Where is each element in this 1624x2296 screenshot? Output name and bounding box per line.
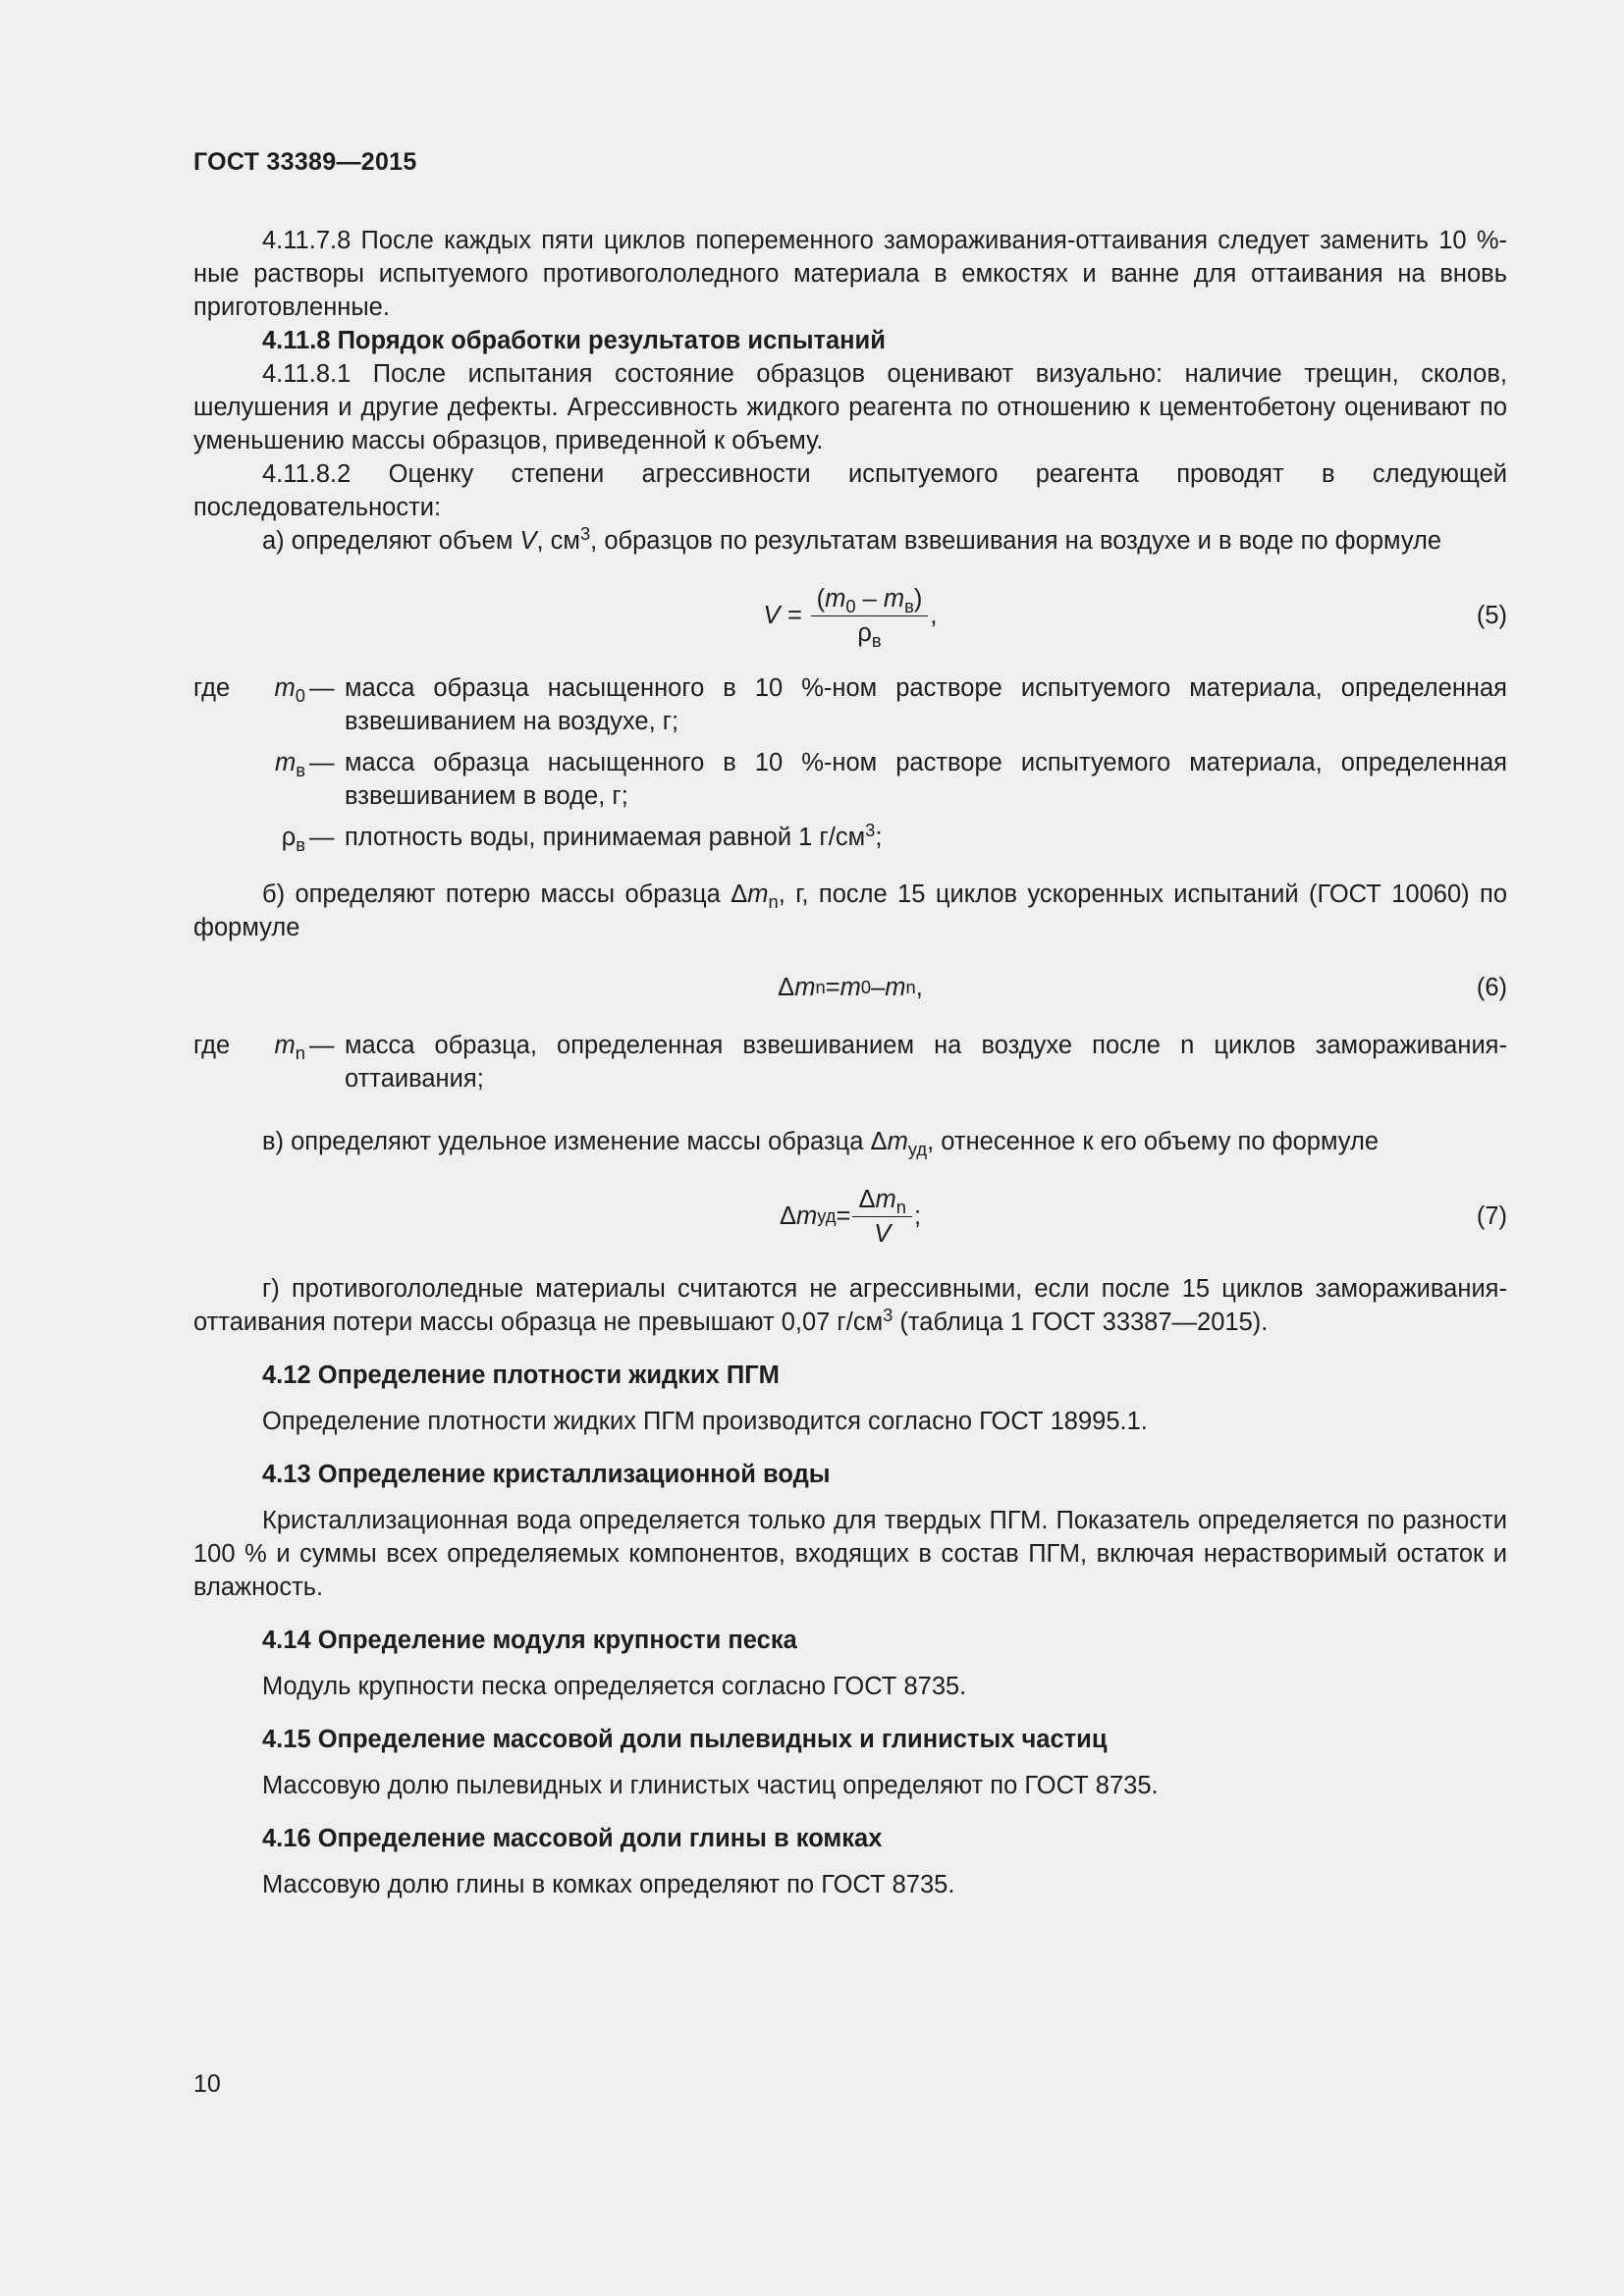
text-4-14: Модуль крупности песка определяется согласно ГОСТ 8735. bbox=[262, 1673, 967, 1700]
where-word: где bbox=[193, 1032, 231, 1059]
formula-7-den: V bbox=[874, 1219, 892, 1248]
delta-symbol: Δ bbox=[858, 1185, 876, 1213]
sub: 0 bbox=[295, 685, 305, 706]
step-a-post: , образцов по результатам взвешивания на воздухе и в воде по формуле bbox=[590, 527, 1442, 555]
formula-6-m: m bbox=[794, 974, 816, 1001]
formula-5-mv-sub: в bbox=[904, 595, 914, 616]
sup: 3 bbox=[883, 1305, 893, 1325]
text-4-16: Массовую долю глины в комках определяют по ГОСТ 8735. bbox=[262, 1871, 955, 1898]
step-a-var: V bbox=[519, 527, 537, 555]
where-list-1 bbox=[193, 671, 1507, 862]
paragraph-4-11-8-2: 4.11.8.2 Оценку степени агрессивности испытуемого реагента проводят в следующей последовательности: bbox=[193, 460, 1507, 521]
where-dash: — bbox=[309, 1032, 335, 1059]
formula-6: Δ m n = m 0 – m n , (6) bbox=[193, 958, 1507, 1017]
document-body bbox=[193, 224, 1507, 1901]
where-definition: масса образца насыщенного в 10 %-ном растворе испытуемого материала, определенная взвешиванием на воздухе, г; bbox=[345, 674, 1507, 735]
text-4-12: Определение плотности жидких ПГМ производится согласно ГОСТ 18995.1. bbox=[262, 1408, 1148, 1435]
formula-5-minus: – bbox=[855, 584, 884, 613]
step-a-pre: а) определяют объем bbox=[262, 527, 520, 555]
step-v-m: m bbox=[887, 1128, 908, 1155]
sub: n bbox=[295, 1042, 305, 1063]
document-code: ГОСТ 33389—2015 bbox=[193, 148, 417, 176]
formula-6-tail: , bbox=[915, 974, 923, 1001]
step-v-sub: уд bbox=[907, 1139, 928, 1159]
heading-4-12: 4.12 Определение плотности жидких ПГМ bbox=[262, 1362, 780, 1389]
paren-close: ) bbox=[913, 584, 923, 613]
formula-5-mv: m bbox=[883, 584, 905, 613]
formula-7-m: m bbox=[795, 1202, 818, 1230]
formula-5-lhs: V = bbox=[763, 602, 802, 629]
step-b-post: , г, после 15 циклов ускоренных испытаний (ГОСТ 10060) по формуле bbox=[193, 881, 1508, 941]
formula-7-num-m: m bbox=[875, 1185, 896, 1213]
delta-symbol: Δ bbox=[731, 881, 748, 908]
formula-7: Δ m уд = $\frac{\Delta m_n}{V}$ ; (7) bbox=[779, 1185, 1507, 1248]
sup: 3 bbox=[865, 820, 876, 840]
where-symbol: $m_0$ bbox=[274, 674, 305, 706]
formula-7-fraction bbox=[852, 1185, 912, 1249]
page-number: 10 bbox=[193, 2070, 221, 2098]
delta-symbol: Δ bbox=[779, 1202, 796, 1230]
where-dash: — bbox=[309, 824, 335, 851]
formula-5-rho-sub: в bbox=[871, 629, 882, 651]
step-b-m: m bbox=[747, 881, 769, 908]
paren-open: ( bbox=[816, 584, 826, 613]
where-dash: — bbox=[309, 749, 335, 776]
heading-4-16: 4.16 Определение массовой доли глины в комках bbox=[262, 1825, 883, 1852]
formula-7-number: (7) bbox=[1476, 1202, 1507, 1230]
formula-5-number: (5) bbox=[1476, 602, 1507, 629]
formula-6-number: (6) bbox=[1476, 974, 1507, 1001]
step-v-pre: в) определяют удельное изменение массы образца bbox=[262, 1128, 871, 1155]
where-dash: — bbox=[309, 674, 335, 702]
heading-4-13: 4.13 Определение кристаллизационной воды bbox=[262, 1461, 831, 1488]
sub: в bbox=[296, 760, 305, 780]
step-v-post: , отнесенное к его объему по формуле bbox=[927, 1128, 1380, 1155]
paragraph-4-11-7-8: 4.11.7.8 После каждых пяти циклов попеременного замораживания-оттаивания следует заменить 10 %-ные растворы испытуемого противогололедного материала в емкостях и ванне для оттаивания на вновь приготовленные. bbox=[193, 227, 1507, 321]
formula-5-m0-sub: 0 bbox=[845, 595, 856, 616]
where-definition: масса образца насыщенного в 10 %-ном растворе испытуемого материала, определенная взвешиванием в воде, г; bbox=[345, 749, 1507, 810]
paragraph-4-11-8-1: 4.11.8.1 После испытания состояние образцов оценивают визуально: наличие трещин, сколов, шелушения и другие дефекты. Агрессивность жидкого реагента по отношению к цементобетону оценивают по уменьшению массы образцов, приведенной к объему. bbox=[193, 360, 1507, 454]
formula-7-tail: ; bbox=[913, 1202, 922, 1230]
where-definition: плотность воды, принимаемая равной 1 $г/см^3$; bbox=[345, 820, 883, 851]
minus: – bbox=[871, 974, 886, 1001]
delta-symbol: Δ bbox=[778, 974, 795, 1001]
formula-5-m0: m bbox=[825, 584, 846, 613]
step-g-pre: г) противогололедные материалы считаются не агрессивными, если после 15 циклов замораживания-оттаивания потери массы образца не превышают 0,07 г/см bbox=[193, 1275, 1507, 1336]
equals: = bbox=[836, 1202, 851, 1230]
formula-5-tail: , bbox=[930, 602, 938, 629]
where-definition: масса образца, определенная взвешиванием на воздухе после n циклов замораживания-оттаивания; bbox=[345, 1032, 1507, 1093]
formula-5-rho: ρ bbox=[857, 618, 872, 647]
text-4-13: Кристаллизационная вода определяется только для твердых ПГМ. Показатель определяется по разности 100 % и суммы всех определяемых компонентов, входящих в состав ПГМ, включая нерастворимый остаток и влажность. bbox=[193, 1507, 1507, 1601]
equals: = bbox=[825, 974, 840, 1001]
step-g-post: (таблица 1 ГОСТ 33387—2015). bbox=[893, 1308, 1269, 1336]
heading-4-15: 4.15 Определение массовой доли пылевидных и глинистых частиц bbox=[262, 1726, 1108, 1753]
formula-5 bbox=[193, 571, 1507, 660]
step-b-pre: б) определяют потерю массы образца bbox=[262, 881, 731, 908]
step-a bbox=[193, 524, 1507, 558]
step-g bbox=[193, 1272, 1507, 1339]
text-4-15: Массовую долю пылевидных и глинистых частиц определяют по ГОСТ 8735. bbox=[262, 1772, 1159, 1799]
formula-6-mn: m bbox=[885, 974, 906, 1001]
step-b bbox=[193, 878, 1507, 944]
where-symbol: $\rho_в$ bbox=[281, 824, 305, 855]
step-a-unit-sup: 3 bbox=[579, 523, 591, 544]
sub: n bbox=[895, 1196, 906, 1217]
step-v bbox=[193, 1125, 1507, 1158]
sub: в bbox=[296, 834, 305, 855]
delta-symbol: Δ bbox=[870, 1128, 888, 1155]
where-word: где bbox=[193, 674, 231, 702]
where-symbol: $m_в$ bbox=[274, 749, 305, 780]
heading-4-11-8: 4.11.8 Порядок обработки результатов испытаний bbox=[262, 327, 886, 354]
where-symbol: $m_n$ bbox=[274, 1032, 305, 1063]
step-a-unit: , см bbox=[536, 527, 580, 555]
formula-6-m0: m bbox=[839, 974, 861, 1001]
step-b-sub: n bbox=[768, 891, 779, 912]
where-list-2 bbox=[193, 1029, 1507, 1103]
formula-5-fraction bbox=[811, 584, 929, 651]
heading-4-14: 4.14 Определение модуля крупности песка bbox=[262, 1627, 797, 1654]
